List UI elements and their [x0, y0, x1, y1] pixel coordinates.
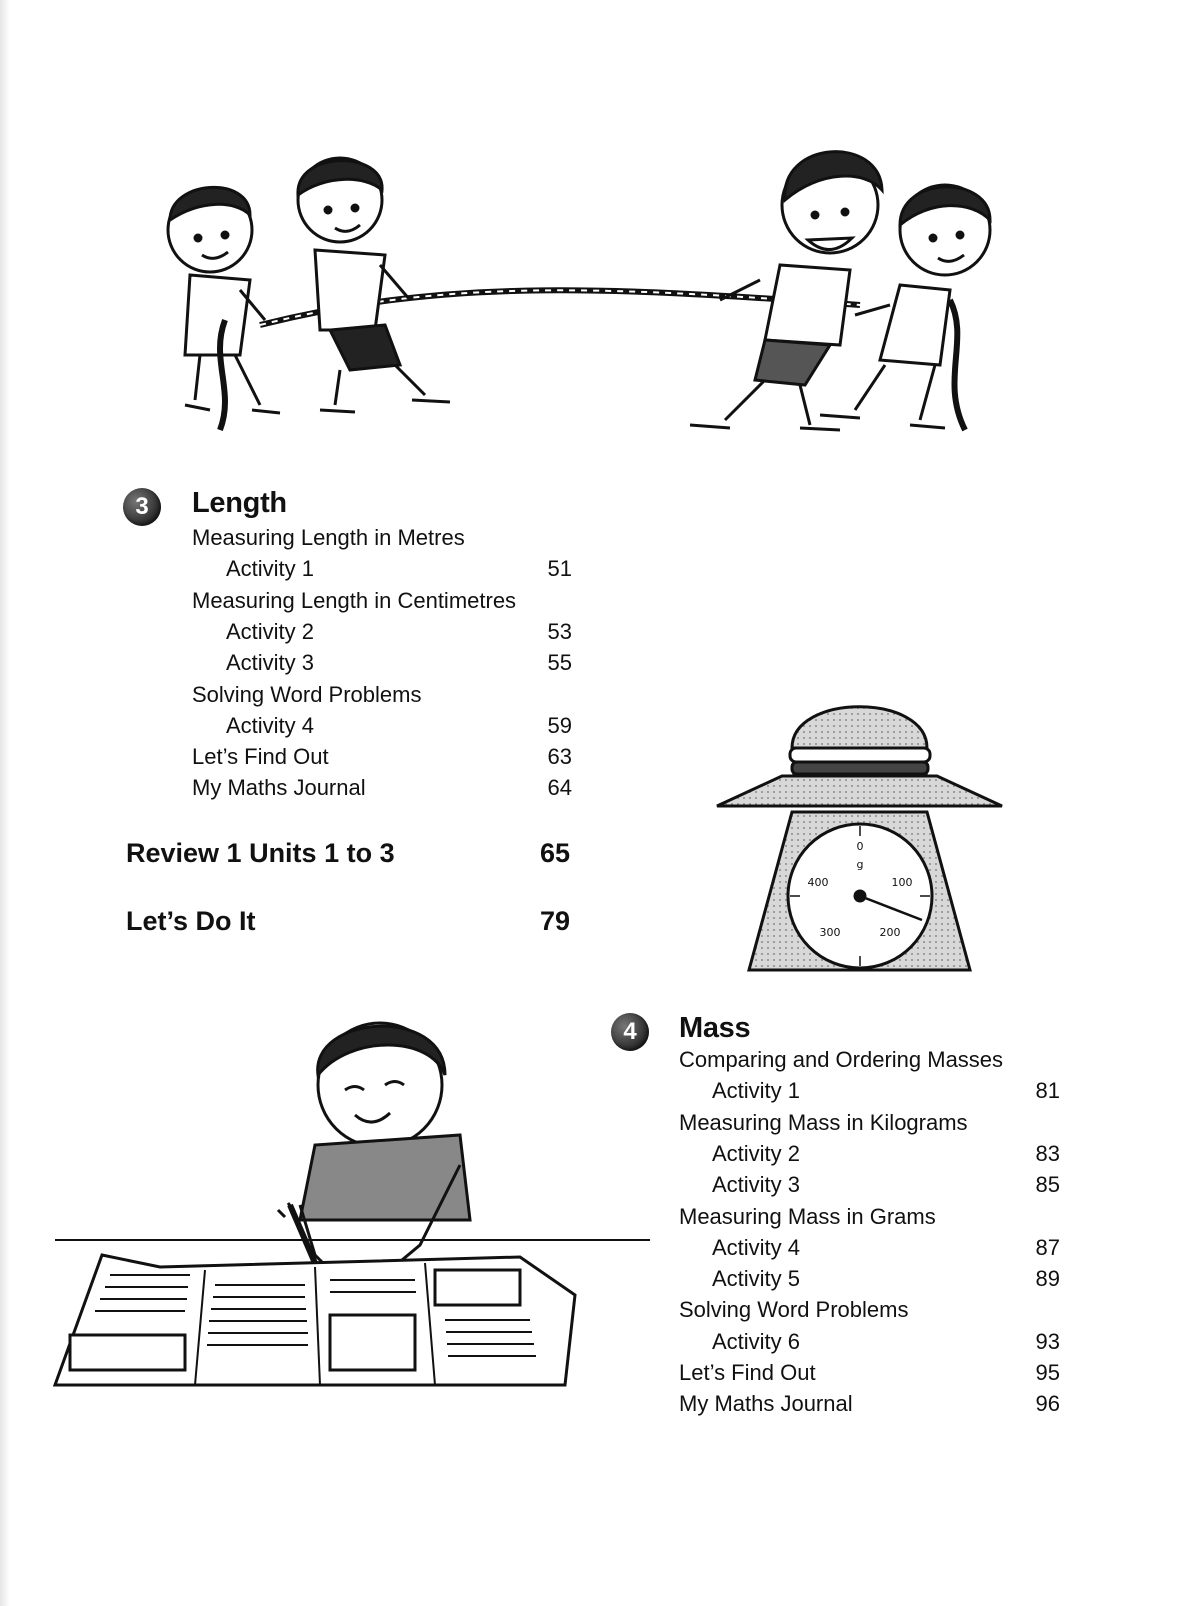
toc-entry[interactable] [712, 1233, 1060, 1263]
toc-entry-label: Comparing and Ordering Masses [679, 1047, 1004, 1072]
toc-entry-page: 59 [547, 712, 572, 738]
unit-4-title[interactable]: Mass [679, 1012, 751, 1044]
toc-entry-label: Measuring Mass in Kilograms [679, 1109, 968, 1135]
toc-entry-label: Let’s Find Out [192, 744, 329, 770]
toc-entry[interactable] [192, 742, 572, 772]
unit-3-title[interactable]: Length [192, 487, 287, 519]
toc-entry-page: 87 [1035, 1234, 1060, 1260]
lets-do-it-page: 79 [539, 906, 570, 936]
toc-entry-page: 55 [547, 650, 572, 676]
toc-entry [679, 1295, 1060, 1325]
review-entry[interactable] [126, 836, 576, 870]
toc-entry-label: Activity 1 [226, 556, 315, 582]
toc-entry-label: Measuring Length in Centimetres [192, 587, 517, 613]
dial-label: 300 [819, 926, 841, 939]
toc-entry-label: Measuring Mass in Grams [679, 1203, 936, 1229]
toc-entry[interactable] [192, 773, 572, 803]
toc-entry[interactable] [712, 1170, 1060, 1200]
toc-entry-label: Activity 4 [712, 1234, 801, 1260]
review-page: 65 [539, 838, 570, 868]
toc-entry-page: 83 [1035, 1140, 1060, 1166]
toc-entry-label: Let’s Find Out [679, 1360, 816, 1385]
toc-entry-page: 63 [547, 744, 572, 770]
toc-entry[interactable] [679, 1358, 1060, 1388]
dial-label: 200 [879, 926, 901, 939]
dial-label: g [856, 858, 864, 871]
toc-entry [679, 1108, 1060, 1138]
dial-label: 100 [891, 876, 913, 889]
toc-entry-label: Measuring Length in Metres [192, 525, 465, 550]
toc-entry-page: 64 [547, 775, 572, 801]
toc-entry-label: Solving Word Problems [679, 1297, 909, 1323]
toc-entry-label: Activity 6 [712, 1328, 801, 1354]
toc-entry-page: 95 [1035, 1360, 1060, 1385]
toc-entry [679, 1045, 1060, 1075]
toc-entry [192, 586, 572, 616]
toc-entry-page: 93 [1035, 1328, 1060, 1354]
toc-entry-label: Activity 3 [226, 650, 315, 676]
toc-entry [192, 680, 572, 710]
scan-edge [0, 0, 10, 1606]
toc-entry-label: Activity 2 [712, 1140, 801, 1166]
toc-entry[interactable] [679, 1389, 1060, 1419]
toc-entry [192, 523, 572, 553]
toc-entry[interactable] [712, 1327, 1060, 1357]
boy-writing-illustration [50, 995, 655, 1390]
toc-entry-label: Activity 1 [712, 1078, 801, 1104]
unit-3-badge: 3 [123, 488, 161, 526]
dial-label: 0 [856, 840, 864, 853]
toc-entry-label: Activity 5 [712, 1266, 801, 1292]
toc-entry-label: My Maths Journal [192, 775, 366, 801]
lets-do-it-label: Let’s Do It [126, 906, 256, 936]
toc-entry[interactable] [226, 617, 572, 647]
toc-entry-page: 53 [547, 618, 572, 644]
toc-entry-page: 81 [1035, 1078, 1060, 1104]
review-label: Review 1 Units 1 to 3 [126, 838, 395, 868]
toc-entry-page: 85 [1035, 1172, 1060, 1198]
tug-of-war-illustration [140, 130, 1040, 460]
unit-3-section [120, 485, 600, 815]
dial-label: 400 [807, 876, 829, 889]
toc-entry[interactable] [712, 1139, 1060, 1169]
toc-entry-label: Activity 4 [226, 712, 315, 738]
scale-tray [717, 776, 1002, 806]
burger-bun-top [792, 707, 927, 748]
toc-entry [679, 1202, 1060, 1232]
toc-entry[interactable] [226, 711, 572, 741]
toc-entry-label: Activity 2 [226, 618, 315, 644]
unit-4-section [608, 1010, 1078, 1430]
toc-entry-page: 51 [547, 556, 572, 582]
toc-entry[interactable] [712, 1264, 1060, 1294]
unit-4-badge: 4 [611, 1013, 649, 1051]
toc-entry[interactable] [226, 648, 572, 678]
toc-entry-label: Activity 3 [712, 1172, 801, 1198]
burger-scale-illustration [712, 688, 1007, 978]
toc-entry-page: 96 [1035, 1391, 1060, 1417]
toc-entry-page: 89 [1035, 1266, 1060, 1292]
toc-entry-label: My Maths Journal [679, 1391, 853, 1417]
lets-do-it-entry[interactable] [126, 904, 576, 938]
toc-entry[interactable] [226, 554, 572, 584]
toc-entry[interactable] [712, 1076, 1060, 1106]
toc-entry-label: Solving Word Problems [192, 681, 422, 707]
